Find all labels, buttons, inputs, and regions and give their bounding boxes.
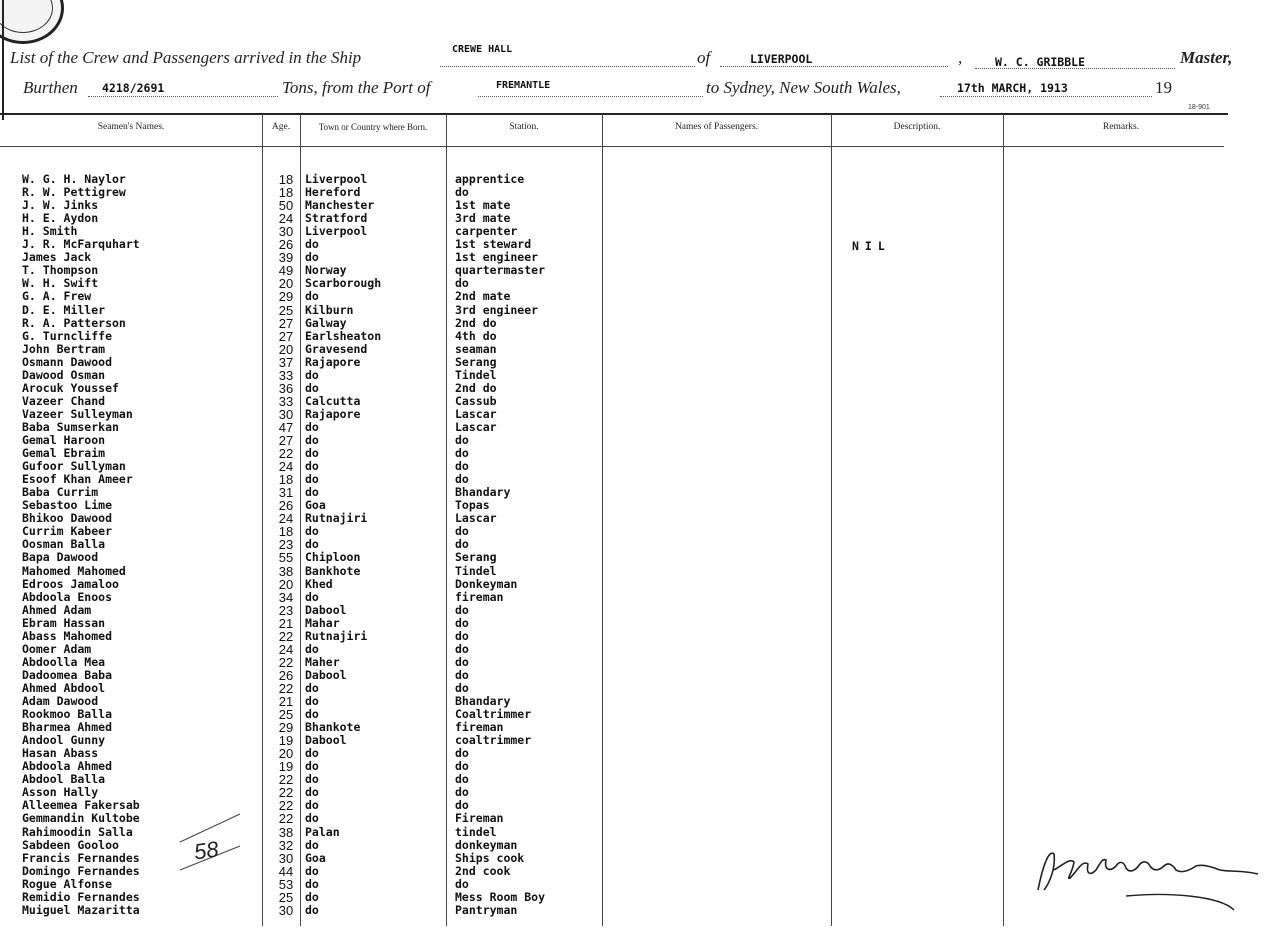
crew-station: fireman <box>455 721 504 735</box>
crew-birthplace: do <box>305 864 319 878</box>
crew-name: Francis Fernandes <box>22 851 140 865</box>
crew-station: do <box>455 616 469 630</box>
crew-name: Esoof Khan Ameer <box>22 473 133 487</box>
crew-age: 36 <box>278 380 294 396</box>
crew-birthplace: Bhankote <box>305 721 361 735</box>
crew-station: 2nd do <box>455 316 497 330</box>
crew-age: 19 <box>278 733 294 749</box>
crew-birthplace: Calcutta <box>305 394 361 408</box>
crew-age: 22 <box>278 811 294 827</box>
crew-birthplace: Dabool <box>305 668 347 682</box>
crew-age: 37 <box>278 354 294 370</box>
crew-station: 3rd engineer <box>455 303 539 317</box>
crew-birthplace: do <box>305 838 319 852</box>
crew-age: 25 <box>278 707 294 723</box>
crew-birthplace: do <box>305 890 319 904</box>
crew-age: 21 <box>278 615 294 631</box>
crew-name: Osmann Dawood <box>22 355 113 369</box>
crew-birthplace: do <box>305 773 319 787</box>
crew-station: 2nd mate <box>455 290 511 304</box>
crew-name: W. H. Swift <box>22 277 99 291</box>
crew-name: Adam Dawood <box>22 695 99 708</box>
crew-age: 26 <box>278 667 294 683</box>
crew-age: 30 <box>278 224 294 240</box>
crew-name: Bapa Dawood <box>22 551 99 565</box>
crew-station: do <box>455 277 469 291</box>
of-label: of <box>697 48 711 67</box>
comma: , <box>958 48 963 67</box>
crew-age: 22 <box>278 798 294 814</box>
to-label: to Sydney, New South Wales, <box>706 78 901 97</box>
crew-age: 31 <box>278 485 294 501</box>
crew-name: Vazeer Chand <box>22 394 106 408</box>
crew-birthplace: do <box>305 903 319 917</box>
col-header-town: Town or Country where Born. <box>318 122 428 132</box>
ship-name: CREWE HALL <box>452 44 513 55</box>
crew-age: 53 <box>278 876 294 892</box>
crew-station: Ships cook <box>455 851 525 865</box>
crew-birthplace: do <box>305 760 319 774</box>
crew-birthplace: do <box>305 368 319 382</box>
crew-birthplace: Stratford <box>305 212 368 226</box>
crew-birthplace: Goa <box>305 851 326 865</box>
crew-birthplace: Chiploon <box>305 551 361 565</box>
crew-age: 32 <box>278 837 294 853</box>
crew-age: 39 <box>278 250 294 266</box>
crew-name: H. Smith <box>22 225 78 239</box>
crew-birthplace: do <box>305 525 319 539</box>
crew-station: 1st steward <box>455 238 532 252</box>
crew-station: do <box>455 747 469 761</box>
arrival-date: 17th MARCH, 1913 <box>957 81 1068 95</box>
crew-age: 30 <box>278 406 294 422</box>
crew-name: R. W. Pettigrew <box>22 186 126 200</box>
crew-birthplace: do <box>305 486 319 500</box>
crew-age: 21 <box>278 694 294 709</box>
crew-station: Lascar <box>455 407 497 421</box>
crew-name: Gemmandin Kultobe <box>22 812 140 826</box>
master-label: Master, <box>1180 48 1233 67</box>
crew-name: Dadoomea Baba <box>22 668 113 682</box>
crew-name: Ahmed Abdool <box>22 681 106 695</box>
crew-station: 2nd do <box>455 381 497 395</box>
crew-name: D. E. Miller <box>22 303 106 317</box>
crew-station: do <box>455 877 469 891</box>
col-header-remarks: Remarks. <box>1102 122 1140 132</box>
crew-station: Bhandary <box>455 486 511 500</box>
crew-name: James Jack <box>22 251 92 265</box>
crew-age: 27 <box>278 328 294 344</box>
crew-name: Gemal Haroon <box>22 434 106 447</box>
crew-age: 22 <box>278 654 294 670</box>
official-seal <box>0 0 64 44</box>
crew-age: 24 <box>278 511 294 527</box>
crew-birthplace: Rutnajiri <box>305 629 368 643</box>
crew-birthplace: do <box>305 290 319 304</box>
crew-station: do <box>455 773 469 787</box>
crew-station: do <box>455 603 469 617</box>
crew-station: do <box>455 799 469 813</box>
col-header-passengers: Names of Passengers. <box>674 122 759 132</box>
crew-age: 29 <box>278 720 294 736</box>
crew-station: tindel <box>455 825 497 839</box>
crew-station: Pantryman <box>455 903 518 917</box>
margin-line <box>2 0 4 120</box>
crew-station: do <box>455 473 469 487</box>
crew-name: G. Turncliffe <box>22 329 113 343</box>
crew-station: do <box>455 629 469 643</box>
crew-birthplace: Dabool <box>305 603 347 617</box>
crew-name: Abass Mahomed <box>22 629 113 643</box>
crew-station: do <box>455 668 469 682</box>
crew-age: 25 <box>278 302 294 318</box>
crew-birthplace: Dabool <box>305 734 347 748</box>
crew-name: Sebastoo Lime <box>22 499 113 513</box>
master-name: W. C. GRIBBLE <box>995 55 1086 69</box>
crew-name: Bhikoo Dawood <box>22 512 113 526</box>
crew-age: 33 <box>278 393 294 409</box>
crew-station: Coaltrimmer <box>455 708 532 722</box>
crew-station: do <box>455 642 469 656</box>
crew-birthplace: Palan <box>305 825 340 839</box>
description-value: NIL <box>852 239 891 253</box>
table-top-rule <box>0 113 1228 115</box>
from-port: FREMANTLE <box>496 80 551 91</box>
crew-station: Tindel <box>455 564 497 578</box>
crew-name: Bharmea Ahmed <box>22 721 113 735</box>
crew-birthplace: Mahar <box>305 616 340 630</box>
crew-station: Lascar <box>455 512 497 526</box>
crew-age: 23 <box>278 602 294 618</box>
crew-name: Ahmed Adam <box>22 603 92 617</box>
crew-age: 22 <box>278 446 294 462</box>
crew-age: 34 <box>278 589 294 605</box>
crew-birthplace: Hereford <box>305 186 361 200</box>
crew-age: 24 <box>278 211 294 227</box>
crew-name: Domingo Fernandes <box>22 864 140 878</box>
crew-station: do <box>455 538 469 552</box>
crew-station: 1st mate <box>455 199 511 213</box>
crew-name: Andool Gunny <box>22 734 106 748</box>
crew-name: Abdoolla Mea <box>22 655 106 669</box>
crew-birthplace: Khed <box>305 577 333 591</box>
crew-station: donkeyman <box>455 838 518 852</box>
crew-birthplace: Rutnajiri <box>305 512 368 526</box>
crew-birthplace: Norway <box>305 264 347 278</box>
crew-age: 49 <box>278 263 294 279</box>
crew-birthplace: Kilburn <box>305 303 354 317</box>
crew-age: 24 <box>278 641 294 657</box>
crew-name: Abdool Balla <box>22 773 106 787</box>
crew-station: do <box>455 434 469 447</box>
crew-age: 22 <box>278 628 294 644</box>
table-header-rule <box>0 146 1224 147</box>
crew-station: do <box>455 186 469 200</box>
crew-station: do <box>455 447 469 461</box>
crew-station: do <box>455 786 469 800</box>
crew-station: do <box>455 460 469 474</box>
crew-age: 18 <box>278 524 294 540</box>
crew-name: Ebram Hassan <box>22 616 106 630</box>
crew-age: 50 <box>278 198 294 214</box>
crew-age: 20 <box>278 746 294 762</box>
crew-birthplace: do <box>305 877 319 891</box>
crew-age: 30 <box>278 902 294 918</box>
crew-birthplace: Goa <box>305 499 326 513</box>
crew-age: 20 <box>278 341 294 357</box>
crew-birthplace: Gravesend <box>305 342 368 356</box>
crew-station: Lascar <box>455 420 497 434</box>
crew-birthplace: do <box>305 420 319 434</box>
crew-age: 26 <box>278 498 294 514</box>
crew-age: 18 <box>278 472 294 488</box>
crew-name: W. G. H. Naylor <box>22 173 126 186</box>
crew-age: 20 <box>278 576 294 592</box>
crew-name: Remidio Fernandes <box>22 890 140 904</box>
crew-name: Baba Currim <box>22 486 99 500</box>
crew-station: 2nd cook <box>455 864 511 878</box>
crew-age: 38 <box>278 563 294 579</box>
crew-birthplace: do <box>305 238 319 252</box>
crew-age: 22 <box>278 680 294 696</box>
crew-age: 29 <box>278 289 294 305</box>
col-header-station: Station. <box>509 122 539 132</box>
burthen-value: 4218/2691 <box>102 81 165 95</box>
crew-age: 55 <box>278 550 294 566</box>
crew-age: 22 <box>278 785 294 801</box>
crew-age: 44 <box>278 863 294 879</box>
crew-name: R. A. Patterson <box>22 316 126 330</box>
crew-name: Edroos Jamaloo <box>22 577 119 591</box>
crew-name: Vazeer Sulleyman <box>22 407 133 421</box>
crew-birthplace: do <box>305 447 319 461</box>
crew-station: Serang <box>455 551 497 565</box>
crew-station: apprentice <box>455 173 525 186</box>
crew-name: Rogue Alfonse <box>22 877 113 891</box>
crew-age: 22 <box>278 772 294 788</box>
crew-age: 24 <box>278 459 294 475</box>
home-port: LIVERPOOL <box>750 52 813 66</box>
crew-name: Alleemea Fakersab <box>22 799 140 813</box>
crew-station: 1st engineer <box>455 251 539 265</box>
crew-age: 30 <box>278 850 294 866</box>
crew-name: Arocuk Youssef <box>22 381 119 395</box>
crew-birthplace: do <box>305 786 319 800</box>
crew-birthplace: do <box>305 642 319 656</box>
col-header-age: Age. <box>271 122 291 132</box>
crew-name: John Bertram <box>22 342 106 356</box>
crew-station: quartermaster <box>455 264 546 278</box>
crew-name: Rookmoo Balla <box>22 708 113 722</box>
crew-station: Donkeyman <box>455 577 518 591</box>
crew-station: Mess Room Boy <box>455 890 546 904</box>
crew-age: 25 <box>278 889 294 905</box>
crew-name: G. A. Frew <box>22 290 92 304</box>
crew-age: 27 <box>278 315 294 331</box>
crew-station: do <box>455 525 469 539</box>
svg-text:W C Gribble: W C Gribble <box>1030 840 1036 841</box>
crew-station: do <box>455 681 469 695</box>
crew-birthplace: Rajapore <box>305 355 361 369</box>
header-line1-prefix: List of the Crew and Passengers arrived in the Ship <box>10 48 362 67</box>
crew-station: Bhandary <box>455 695 511 708</box>
crew-birthplace: do <box>305 251 319 265</box>
crew-name: Gufoor Sullyman <box>22 460 126 474</box>
crew-birthplace: do <box>305 708 319 722</box>
crew-name: Baba Sumserkan <box>22 420 119 434</box>
crew-birthplace: Manchester <box>305 199 375 213</box>
crew-name: Abdoola Enoos <box>22 590 113 604</box>
crew-birthplace: do <box>305 747 319 761</box>
crew-name: Abdoola Ahmed <box>22 760 113 774</box>
crew-age: 23 <box>278 537 294 553</box>
crew-station: carpenter <box>455 225 518 239</box>
tons-label: Tons, from the Port of <box>282 78 431 97</box>
crew-birthplace: Earlsheaton <box>305 329 382 343</box>
crew-station: do <box>455 655 469 669</box>
crew-age: 38 <box>278 824 294 840</box>
crew-station: seaman <box>455 342 497 356</box>
crew-station: coaltrimmer <box>455 734 532 748</box>
crew-birthplace: do <box>305 538 319 552</box>
crew-age: 27 <box>278 433 294 448</box>
crew-name: H. E. Aydon <box>22 212 99 226</box>
crew-birthplace: Rajapore <box>305 407 361 421</box>
crew-birthplace: do <box>305 695 319 708</box>
crew-station: Fireman <box>455 812 504 826</box>
burthen-label: Burthen <box>23 78 78 97</box>
crew-birthplace: do <box>305 799 319 813</box>
crew-age: 19 <box>278 759 294 775</box>
crew-name: Gemal Ebraim <box>22 447 106 461</box>
col-header-description: Description. <box>893 122 941 132</box>
crew-name: Oomer Adam <box>22 642 92 656</box>
crew-name: Hasan Abass <box>22 747 99 761</box>
crew-birthplace: do <box>305 473 319 487</box>
crew-name: Currim Kabeer <box>22 525 113 539</box>
crew-name: Asson Hally <box>22 786 99 800</box>
crew-birthplace: do <box>305 681 319 695</box>
crew-age: 20 <box>278 276 294 292</box>
crew-birthplace: Maher <box>305 655 340 669</box>
crew-station: Serang <box>455 355 497 369</box>
crew-birthplace: do <box>305 812 319 826</box>
crew-birthplace: do <box>305 434 319 447</box>
crew-birthplace: do <box>305 590 319 604</box>
crew-station: do <box>455 760 469 774</box>
crew-name: Mahomed Mahomed <box>22 564 126 578</box>
crew-birthplace: do <box>305 460 319 474</box>
crew-station: fireman <box>455 590 504 604</box>
crew-station: Topas <box>455 499 490 513</box>
form-code: 18-901 <box>1188 104 1210 111</box>
crew-birthplace: Liverpool <box>305 173 368 186</box>
crew-birthplace: Scarborough <box>305 277 382 291</box>
crew-station: 3rd mate <box>455 212 511 226</box>
crew-name: Muiguel Mazaritta <box>22 903 140 917</box>
crew-birthplace: Liverpool <box>305 225 368 239</box>
crew-age: 18 <box>278 172 294 187</box>
crew-age: 47 <box>278 419 294 435</box>
crew-age: 18 <box>278 185 294 201</box>
col-header-names: Seamen's Names. <box>97 122 165 132</box>
crew-age: 33 <box>278 367 294 383</box>
crew-name: Rahimoodin Salla <box>22 825 133 839</box>
crew-birthplace: Galway <box>305 316 347 330</box>
crew-station: Tindel <box>455 368 497 382</box>
master-signature <box>1030 840 1266 920</box>
crew-station: 4th do <box>455 329 497 343</box>
crew-name: Oosman Balla <box>22 538 106 552</box>
crew-age: 26 <box>278 237 294 253</box>
crew-name: Sabdeen Gooloo <box>22 838 119 852</box>
crew-name: J. W. Jinks <box>22 199 99 213</box>
crew-name: J. R. McFarquhart <box>22 238 140 252</box>
crew-tally: 58 <box>192 836 221 865</box>
year-prefix: 19 <box>1155 78 1172 97</box>
crew-name: T. Thompson <box>22 264 99 278</box>
crew-name: Dawood Osman <box>22 368 106 382</box>
crew-birthplace: do <box>305 381 319 395</box>
crew-birthplace: Bankhote <box>305 564 361 578</box>
crew-station: Cassub <box>455 394 497 408</box>
